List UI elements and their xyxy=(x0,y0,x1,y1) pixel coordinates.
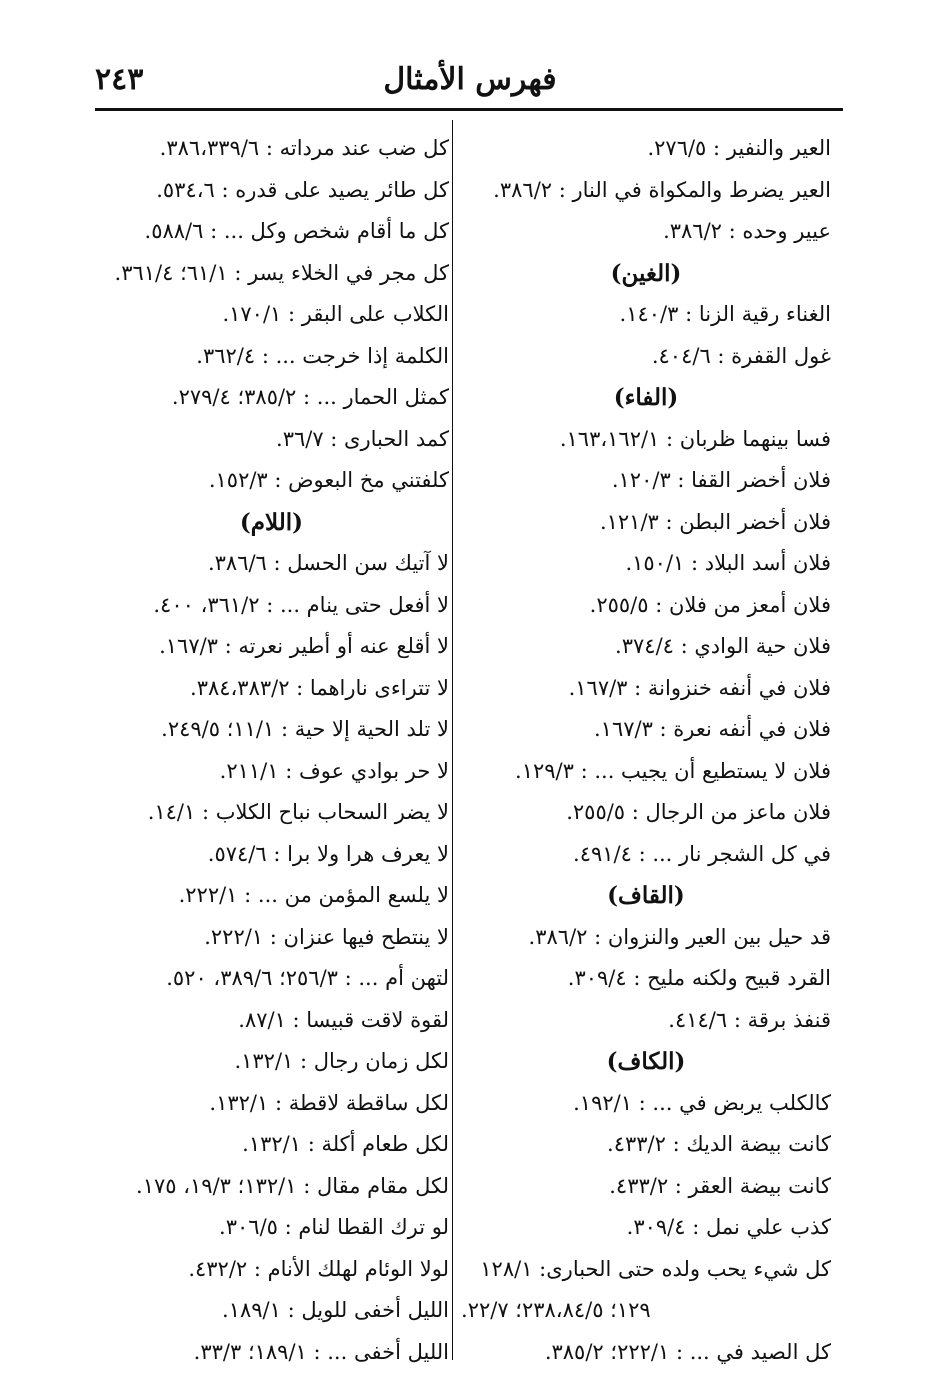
index-entry: كل طائر يصيد على قدره : ٥٣٤،٦. xyxy=(156,177,449,202)
index-entry: لكل ساقطة لاقطة : ١٣٢/١. xyxy=(209,1090,449,1115)
section-heading: (الفاء) xyxy=(613,384,679,411)
index-entry: لو ترك القطا لنام : ٣٠٦/٥. xyxy=(219,1215,449,1239)
index-entry: الغناء رقية الزنا : ١٤٠/٣. xyxy=(619,302,831,326)
index-entry: كانت بيضة العقر : ٤٣٣/٢. xyxy=(609,1173,831,1198)
index-entry: كل شيء يحب ولده حتى الحبارى: ١٢٨/١ xyxy=(480,1256,831,1281)
index-entry: لا آتيك سن الحسل : ٣٨٦/٦. xyxy=(207,551,449,575)
index-entry: لا أفعل حتى ينام ... : ٣٦١/٢، ٤٠٠. xyxy=(153,592,449,617)
index-entry: فلان لا يستطيع أن يجيب ... : ١٢٩/٣. xyxy=(515,758,831,783)
index-entry: فلان أخضر القفا : ١٢٠/٣. xyxy=(611,468,831,492)
index-entry: عيير وحده : ٣٨٦/٢. xyxy=(663,219,831,243)
index-entry: لكل طعام أكلة : ١٣٢/١. xyxy=(242,1132,449,1156)
column-divider xyxy=(452,120,453,1360)
index-entry: القرد قبيح ولكنه مليح : ٣٠٩/٤. xyxy=(567,966,831,990)
index-entry: كذب علي نمل : ٣٠٩/٤. xyxy=(626,1215,831,1239)
page-number: ٢٤٣ xyxy=(95,62,144,97)
index-entry: كل ضب عند مرداته : ٣٨٦،٣٣٩/٦. xyxy=(159,136,449,160)
index-entry: لكل مقام مقال : ١٣٢/١؛ ١٩/٣، ١٧٥. xyxy=(136,1173,449,1198)
section-heading: (الكاف) xyxy=(606,1048,686,1075)
index-entry: غول القفرة : ٤٠٤/٦. xyxy=(651,343,831,368)
index-entry: كمثل الحمار ... : ٣٨٥/٢؛ ٢٧٩/٤. xyxy=(171,385,449,409)
left-column xyxy=(94,128,449,1373)
index-entry: كلفتني مخ البعوض : ١٥٢/٣. xyxy=(208,468,449,492)
page-title: فهرس الأمثال xyxy=(383,62,557,97)
index-entry: الكلمة إذا خرجت ... : ٣٦٢/٤. xyxy=(196,343,449,368)
index-entry: فلان أسد البلاد : ١٥٠/١. xyxy=(625,551,831,575)
index-entry: لا يعرف هرا ولا برا : ٥٧٤/٦. xyxy=(207,841,449,866)
index-entry: فلان في أنفه خنزوانة : ١٦٧/٣. xyxy=(568,675,831,700)
index-entry: فلان ماعز من الرجال : ٢٥٥/٥. xyxy=(566,800,831,824)
index-entry: لا حر بوادي عوف : ٢١١/١. xyxy=(219,758,449,783)
index-entry: الكلاب على البقر : ١٧٠/١. xyxy=(222,302,449,326)
index-entry: كل الصيد في ... : ٢٢٢/١؛ ٣٨٥/٢. xyxy=(544,1339,831,1364)
index-entry: الليل أخفى للويل : ١٨٩/١. xyxy=(222,1298,449,1322)
right-column xyxy=(461,128,831,1373)
index-entry: لا يضر السحاب نباح الكلاب : ١٤/١. xyxy=(147,800,449,824)
index-entry: كمد الحبارى : ٣٦/٧. xyxy=(276,426,449,451)
index-entry: قنفذ برقة : ٤١٤/٦. xyxy=(668,1007,831,1032)
index-entry: لا تتراءى ناراهما : ٣٨٤،٣٨٣/٢. xyxy=(190,675,449,700)
index-entry: لقوة لاقت قبيسا : ٨٧/١. xyxy=(238,1007,449,1032)
index-entry: لا ينتطح فيها عنزان : ٢٢٢/١. xyxy=(204,924,449,949)
index-entry: قد حيل بين العير والنزوان : ٣٨٦/٢. xyxy=(528,924,831,949)
index-entry: العير والنفير : ٢٧٦/٥. xyxy=(647,136,831,160)
index-entry: كل ما أقام شخص وكل ... : ٥٨٨/٦. xyxy=(144,219,449,243)
index-entry: لتهن أم ... : ٢٥٦/٣؛ ٣٨٩/٦، ٥٢٠. xyxy=(166,966,449,990)
index-entry: لا أقلع عنه أو أطير نعرته : ١٦٧/٣. xyxy=(159,634,449,658)
index-entry: كل مجر في الخلاء يسر : ٦١/١؛ ٣٦١/٤. xyxy=(114,260,449,285)
index-entry: فلان أخضر البطن : ١٢١/٣. xyxy=(599,509,831,534)
index-entry: فلان في أنفه نعرة : ١٦٧/٣. xyxy=(593,717,831,741)
index-entry: فلان أمعز من فلان : ٢٥٥/٥. xyxy=(589,592,831,617)
page-header xyxy=(95,62,845,106)
index-entry: لا يلسع المؤمن من ... : ٢٢٢/١. xyxy=(178,883,449,907)
index-entry: العير يضرط والمكواة في النار : ٣٨٦/٢. xyxy=(493,177,831,202)
index-entry: كالكلب يربض في ... : ١٩٢/١. xyxy=(573,1090,831,1115)
index-entry: لولا الوئام لهلك الأنام : ٤٣٢/٢. xyxy=(188,1256,449,1281)
section-heading: (القاف) xyxy=(607,882,685,909)
index-entry: فلان حية الوادي : ٣٧٤/٤. xyxy=(615,634,831,658)
index-entry: فسا بينهما ظربان : ١٦٣،١٦٢/١. xyxy=(559,426,831,451)
index-entry: لا تلد الحية إلا حية : ١١/١؛ ٢٤٩/٥. xyxy=(161,717,449,741)
index-entry: في كل الشجر نار ... : ٤٩١/٤. xyxy=(573,841,831,866)
index-entry: الليل أخفى ... : ١٨٩/١؛ ٣٣/٣. xyxy=(193,1339,449,1364)
index-entry: لكل زمان رجال : ١٣٢/١. xyxy=(234,1049,449,1073)
section-heading: (الغين) xyxy=(610,259,682,287)
index-entry: كانت بيضة الديك : ٤٣٣/٢. xyxy=(607,1132,831,1156)
header-rule xyxy=(95,108,843,111)
index-entry: ١٢٩؛ ٢٣٨،٨٤/٥؛ ٢٢/٧. xyxy=(461,1298,651,1322)
section-heading: (اللام) xyxy=(239,508,304,536)
